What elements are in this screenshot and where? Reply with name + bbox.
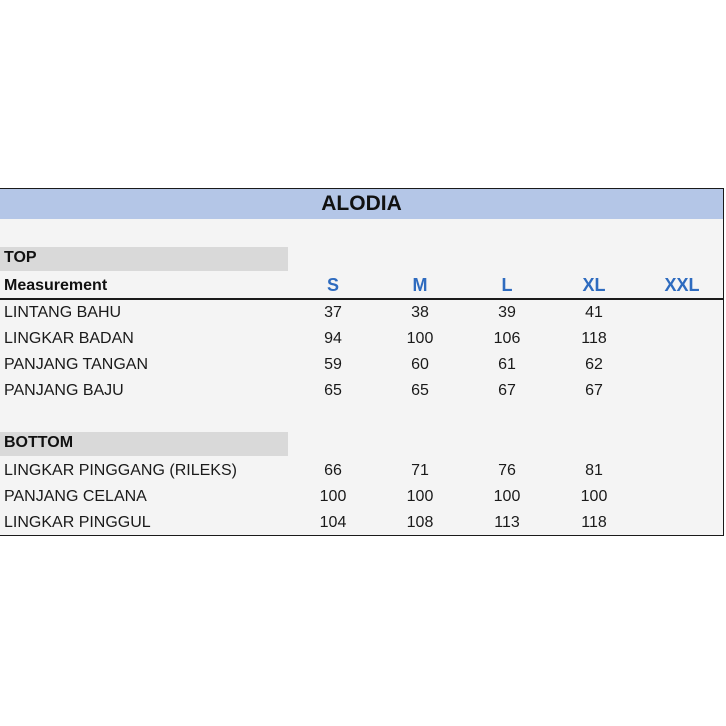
size-chart (0, 188, 724, 536)
table-row-label: PANJANG BAJU (4, 382, 124, 399)
table-cell: 81 (585, 462, 603, 479)
table-cell: 60 (411, 356, 429, 373)
table-cell: 71 (411, 462, 429, 479)
table-cell: 94 (324, 330, 342, 347)
top-section-label: TOP (4, 249, 37, 266)
table-cell: 113 (494, 514, 520, 531)
table-cell: 100 (319, 488, 347, 505)
table-cell: 100 (406, 488, 434, 505)
table-row-label: PANJANG CELANA (4, 488, 147, 505)
table-row-label: LINGKAR PINGGANG (RILEKS) (4, 462, 237, 479)
table-cell: 106 (493, 330, 521, 347)
table-row-label: PANJANG TANGAN (4, 356, 149, 373)
table-cell: 65 (411, 382, 429, 399)
table-cell: 59 (324, 356, 342, 373)
table-cell: 67 (498, 382, 516, 399)
size-header-xl: XL (582, 275, 606, 295)
table-cell: 104 (319, 514, 347, 531)
table-row-label: LINTANG BAHU (4, 304, 122, 321)
table-row-label: LINGKAR BADAN (4, 330, 134, 347)
table-cell: 100 (580, 488, 608, 505)
table-cell: 100 (493, 488, 521, 505)
chart-title: ALODIA (0, 189, 723, 219)
table-row-label: LINGKAR PINGGUL (4, 514, 151, 531)
table-cell: 100 (406, 330, 434, 347)
table-cell: 39 (498, 304, 516, 321)
measurement-header: Measurement (4, 277, 108, 294)
table-cell: 61 (498, 356, 516, 373)
table-cell: 108 (406, 514, 434, 531)
size-header-l: L (501, 275, 513, 295)
size-header-xxl: XXL (664, 275, 700, 295)
bottom-section-label: BOTTOM (4, 434, 74, 451)
table-cell: 65 (324, 382, 342, 399)
table-cell: 62 (585, 356, 603, 373)
table-cell: 37 (324, 304, 342, 321)
size-header-s: S (326, 275, 340, 295)
table-cell: 118 (581, 330, 607, 347)
header-divider (0, 298, 723, 300)
size-header-m: M (412, 275, 428, 295)
table-cell: 41 (585, 304, 603, 321)
table-cell: 67 (585, 382, 603, 399)
table-cell: 38 (411, 304, 429, 321)
table-cell: 76 (498, 462, 516, 479)
table-cell: 118 (581, 514, 607, 531)
top-section-band (0, 247, 288, 271)
table-cell: 66 (324, 462, 342, 479)
